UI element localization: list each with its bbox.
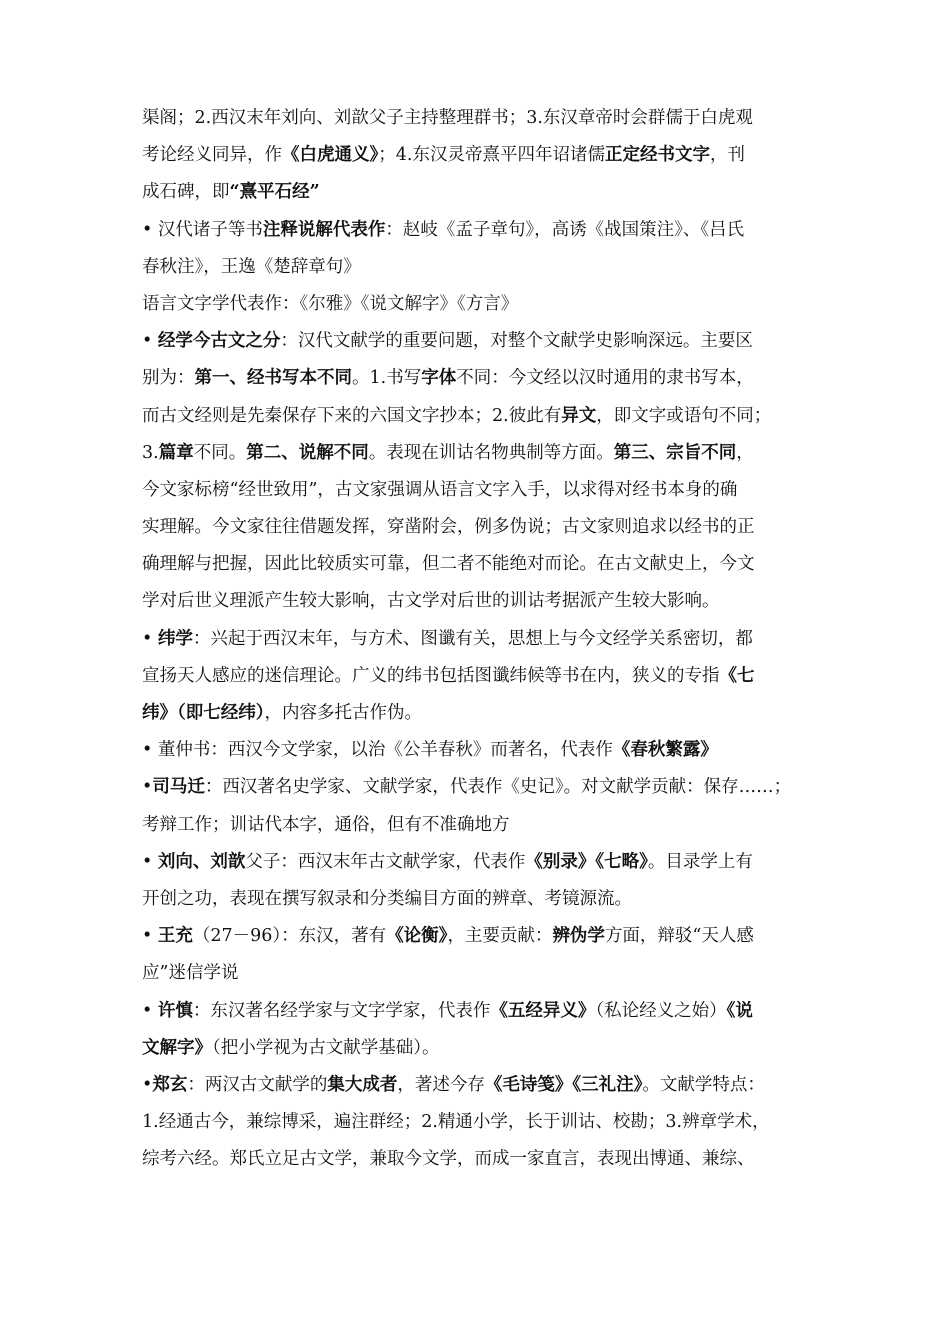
text-line [142,1067,814,1104]
text-line [142,1104,814,1141]
bold-text-run: 《白虎通义》 [282,145,379,166]
text-run: 不同。 [193,442,247,463]
text-line [142,1030,814,1067]
text-run: 春秋注》，王逸《楚辞章句》 [142,256,361,277]
text-line [142,546,814,583]
bold-text-run: 辨伪学 [552,926,605,947]
text-run: 别为： [142,368,195,389]
text-run: ：东汉著名经学家与文字学家，代表作 [192,1000,491,1021]
bold-text-run: 王充 [157,926,193,947]
text-line [142,100,814,137]
text-run: 学对后世义理派产生较大影响，古文学对后世的训诂考据派产生较大影响。 [142,591,720,612]
text-run: ：汉代文献学的重要问题，对整个文献学史影响深远。主要区 [280,331,753,352]
bold-text-run: 文解字》 [142,1037,212,1058]
text-run: • [142,777,153,798]
text-line [142,137,814,174]
bold-text-run: 第二、说解不同 [246,442,369,463]
text-line [142,249,814,286]
text-run: ，著述今存 [397,1074,485,1095]
text-line [142,509,814,546]
text-line [142,583,814,620]
bold-text-run: 异文 [561,405,597,426]
text-line [142,398,814,435]
text-line [142,695,814,732]
text-run: 开创之功，表现在撰写叙录和分类编目方面的辨章、考镜源流。 [142,888,632,909]
bold-text-run: 《别录》《七略》 [525,851,648,872]
text-run: 宣扬天人感应的迷信理论。广义的纬书包括图谶纬候等书在内，狭义的专指 [142,665,720,686]
text-line [142,286,814,323]
text-line [142,212,814,249]
text-run: （把小学视为古文献学基础）。 [212,1037,440,1058]
bold-text-run: 《五经异义》 [490,1000,596,1021]
text-run: （27－96）：东汉，著有 [192,926,387,947]
text-run: • [142,926,158,947]
text-run: 考辩工作；训诂代本字，通俗，但有不准确地方 [142,814,510,835]
text-line [142,1141,814,1178]
text-run: 确理解与把握，因此比较质实可靠，但二者不能绝对而论。在古文献史上，今文 [142,554,755,575]
bold-text-run: 《七 [719,665,755,686]
bold-text-run: 《说 [726,1000,753,1021]
text-run: ， [736,442,754,463]
bold-text-run: 《春秋繁露》 [612,740,718,761]
text-run: 。目录学上有 [647,851,753,872]
bold-text-run: “熹平石经” [229,182,320,203]
bold-text-run: 经学今古文之分 [157,331,281,352]
text-run: • [142,331,158,352]
bold-text-run: 第三、宗旨不同 [613,442,737,463]
text-line [142,658,814,695]
text-run: ，即文字或语句不同； [596,405,772,426]
text-run: 应”迷信学说 [142,963,239,984]
text-run: 3. [142,442,159,463]
text-run: ：两汉古文献学的 [187,1074,328,1095]
text-run: 父子：西汉末年古文献学家，代表作 [245,851,526,872]
bold-text-run: 《毛诗笺》《三礼注》 [484,1074,643,1095]
text-run: 成石碑，即 [142,182,230,203]
text-line [142,844,814,881]
text-run: ，内容多托古作伪。 [264,703,422,723]
bold-text-run: 司马迁 [152,777,205,798]
text-run: • [142,851,158,872]
text-run: 而古文经则是先秦保存下来的六国文字抄本；2.彼此有 [142,405,562,426]
text-run: （私论经义之始） [595,1000,727,1021]
bold-text-run: 《论衡》 [386,926,448,947]
text-run: 今文家标榜“经世致用”，古文家强调从语言文字入手，以求得对经书本身的确 [142,479,738,500]
text-run: ：西汉著名史学家、文献学家，代表作《史记》。对文献学贡献：保存……； [204,777,792,798]
text-run: • 汉代诸子等书 [142,219,263,240]
text-run: 。1.书写 [352,368,422,389]
bold-text-run: 篇章 [158,442,194,463]
document-body [142,100,814,1178]
text-run: ：兴起于西汉末年，与方术、图谶有关，思想上与今文经学关系密切，都 [192,628,753,649]
text-line [142,472,814,509]
text-run: • [142,1000,158,1021]
bold-text-run: 纬学 [157,628,193,649]
bold-text-run: 字体 [421,368,457,389]
text-run: ，主要贡献： [447,926,553,947]
text-line [142,807,814,844]
text-run: • 董仲书：西汉今文学家，以治《公羊春秋》而著名，代表作 [142,740,613,761]
text-line [142,360,814,397]
bold-text-run: 许慎 [157,1000,193,1021]
bold-text-run: 正定经书文字 [604,145,710,166]
bold-text-run: 纬》（即七经纬） [142,703,265,723]
text-run: ；4.东汉灵帝熹平四年诏诸儒 [378,145,605,166]
text-run: 1.经通古今，兼综博采，遍注群经；2.精通小学，长于训诂、校勘；3.辨章学术， [142,1112,770,1133]
text-run: • [142,628,158,649]
text-line [142,918,814,955]
text-line [142,621,814,658]
text-run: ，刊 [709,145,745,166]
text-line [142,955,814,992]
bold-text-run: 第一、经书写本不同 [194,368,352,389]
text-line [142,435,814,472]
text-line [142,323,814,360]
text-line [142,769,814,806]
bold-text-run: 刘向、刘歆 [157,851,246,872]
bold-text-run: 注释说解代表作 [262,219,386,240]
text-line [142,881,814,918]
text-run: 渠阁；2.西汉末年刘向、刘歆父子主持整理群书；3.东汉章帝时会群儒于白虎观 [142,108,753,128]
text-run: 不同：今文经以汉时通用的隶书写本， [456,368,754,389]
bold-text-run: 郑玄 [152,1074,188,1095]
text-run: • [142,1074,153,1095]
text-run: 。文献学特点： [642,1074,765,1095]
text-line [142,993,814,1030]
bold-text-run: 集大成者 [327,1074,398,1095]
text-line [142,732,814,769]
text-run: 方面，辩驳“天人感 [604,926,754,947]
text-run: 综考六经。郑氏立足古文学，兼取今文学，而成一家直言，表现出博通、兼综、 [142,1149,755,1170]
text-run: 语言文字学代表作：《尔雅》《说文解字》《方言》 [142,293,519,314]
text-run: 。表现在训诂名物典制等方面。 [368,442,614,463]
text-run: 实理解。今文家往往借题发挥，穿凿附会，例多伪说；古文家则追求以经书的正 [142,517,755,538]
text-line [142,174,814,211]
text-run: ：赵岐《孟子章句》，高诱《战国策注》、《吕氏 [385,219,745,240]
text-run: 考论经义同异，作 [142,145,282,166]
